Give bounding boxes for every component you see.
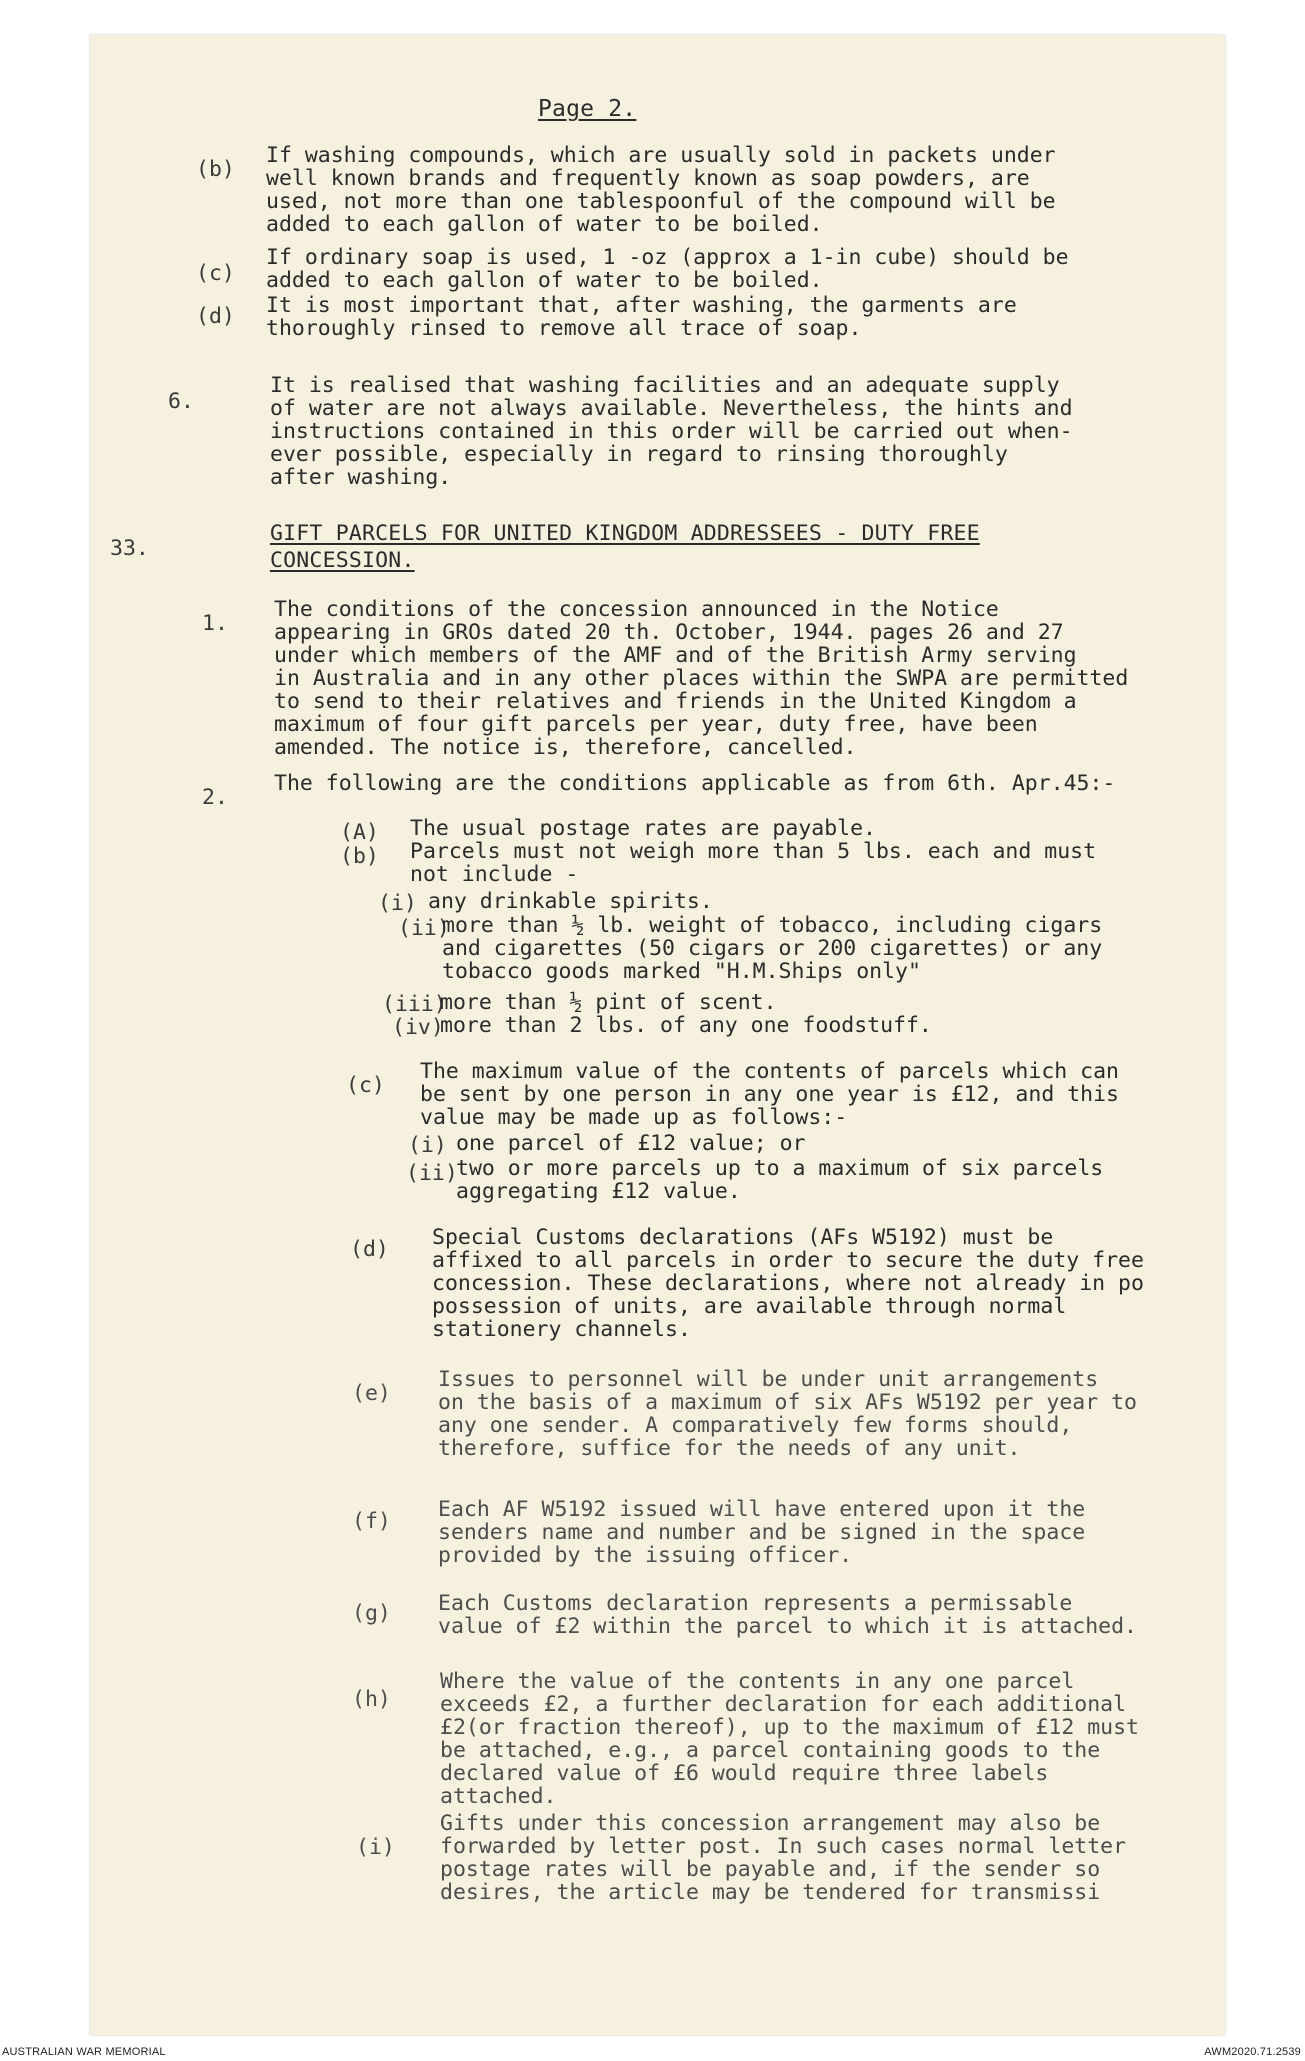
item-text-f: Each AF W5192 issued will have entered upon it the senders name and number and be signed in the space provided by the issuing officer. xyxy=(438,1497,1086,1568)
section-33-number: 33. xyxy=(110,536,149,561)
item-text-d-top: It is most important that, after washing, the garments are thoroughly rinsed to remove all trace of soap. xyxy=(266,293,1017,341)
item-text-c-top: If ordinary soap is used, 1 -oz (approx a 1-in cube) should be added to each gallon of water to be boiled. xyxy=(266,245,1069,293)
item-text-b-top: If washing compounds, which are usually sold in packets under well known brands and frequently known as soap powders, are used, not more than one tablespoonful of the compound will be added to each gallon of water to be boiled. xyxy=(266,143,1056,237)
section-33-heading-line2: CONCESSION. xyxy=(270,548,415,573)
section-33-heading-line1: GIFT PARCELS FOR UNITED KINGDOM ADDRESSEES - DUTY FREE xyxy=(270,521,980,546)
item-label-g: (g) xyxy=(352,1601,391,1626)
subitem-text-c-i: one parcel of £12 value; or xyxy=(456,1131,806,1156)
item-text-b-conditions: Parcels must not weigh more than 5 lbs. each and must not include - xyxy=(410,839,1097,887)
item-text-A: The usual postage rates are payable. xyxy=(410,816,876,841)
para-2-label: 2. xyxy=(202,785,228,810)
item-text-i: Gifts under this concession arrangement may also be forwarded by letter post. In such cases normal letter postage rates will be payable and, if the sender so desires, the article may be tendered for transmissi xyxy=(440,1811,1127,1905)
subitem-text-b-ii: more than ½ lb. weight of tobacco, including cigars and cigarettes (50 cigars or 200 cigarettes) or any tobacco goods marked "H.M.Ships only" xyxy=(442,913,1103,984)
para-6-label: 6. xyxy=(168,389,194,414)
subitem-label-b-iii: (iii) xyxy=(382,992,447,1017)
item-label-b-conditions: (b) xyxy=(340,844,379,869)
subitem-label-b-iv: (iv) xyxy=(392,1015,444,1040)
item-label-c-top: (c) xyxy=(196,261,235,286)
footer-accession-number: AWM2020.71.2539 xyxy=(1204,2046,1301,2058)
page-header: Page 2. xyxy=(538,96,637,122)
item-label-e: (e) xyxy=(352,1381,391,1406)
para-2-text: The following are the conditions applicable as from 6th. Apr.45:- xyxy=(274,771,1116,796)
item-label-d-top: (d) xyxy=(196,304,235,329)
item-label-c-conditions: (c) xyxy=(346,1073,385,1098)
footer-institution: AUSTRALIAN WAR MEMORIAL xyxy=(2,2046,166,2058)
subitem-text-c-ii: two or more parcels up to a maximum of six parcels aggregating £12 value. xyxy=(456,1156,1104,1204)
item-label-d-conditions: (d) xyxy=(350,1237,389,1262)
item-label-h: (h) xyxy=(352,1687,391,1712)
subitem-label-b-ii: (ii) xyxy=(398,916,450,941)
item-text-g: Each Customs declaration represents a permissable value of £2 within the parcel to which it is attached. xyxy=(438,1591,1137,1639)
subitem-text-b-i: any drinkable spirits. xyxy=(428,889,713,914)
para-1-label: 1. xyxy=(202,611,228,636)
item-text-d-conditions: Special Customs declarations (AFs W5192) must be affixed to all parcels in order to secure the duty free concession. These declarations, where not already in po possession of units, are available through normal stationery channels. xyxy=(432,1225,1144,1342)
item-label-i: (i) xyxy=(356,1835,395,1860)
item-text-e: Issues to personnel will be under unit arrangements on the basis of a maximum of six AFs W5192 per year to any one sender. A comparatively few forms should, therefore, suffice for the needs of any unit. xyxy=(438,1367,1137,1461)
subitem-text-b-iv: more than 2 lbs. of any one foodstuff. xyxy=(440,1013,932,1038)
subitem-label-c-ii: (ii) xyxy=(406,1161,458,1186)
item-text-c-conditions: The maximum value of the contents of parcels which can be sent by one person in any one year is £12, and this value may be made up as follows:- xyxy=(420,1059,1119,1130)
subitem-label-c-i: (i) xyxy=(408,1133,447,1158)
para-6-text: It is realised that washing facilities and an adequate supply of water are not always available. Nevertheless, the hints and instructions contained in this order will be carried out when- ever possible, especially in regard to rinsing thoroughly after washing. xyxy=(270,373,1073,490)
item-label-A: (A) xyxy=(340,820,379,845)
item-label-f: (f) xyxy=(352,1509,391,1534)
subitem-label-b-i: (i) xyxy=(378,891,417,916)
item-text-h: Where the value of the contents in any one parcel exceeds £2, a further declaration for each additional £2(or fraction thereof), up to the maximum of £12 must be attached, e.g., a parcel containing goods to the declared value of £6 would require three labels attached. xyxy=(440,1669,1139,1809)
subitem-text-b-iii: more than ½ pint of scent. xyxy=(440,990,777,1015)
item-label-b-top: (b) xyxy=(196,157,235,182)
para-1-text: The conditions of the concession announced in the Notice appearing in GROs dated 20 th. October, 1944. pages 26 and 27 under which members of the AMF and of the British Army serving in Australia and in any other places within the SWPA are permitted to send to their relatives and friends in the United Kingdom a maximum of four gift parcels per year, duty free, have been amended. The notice is, therefore, cancelled. xyxy=(274,597,1129,760)
